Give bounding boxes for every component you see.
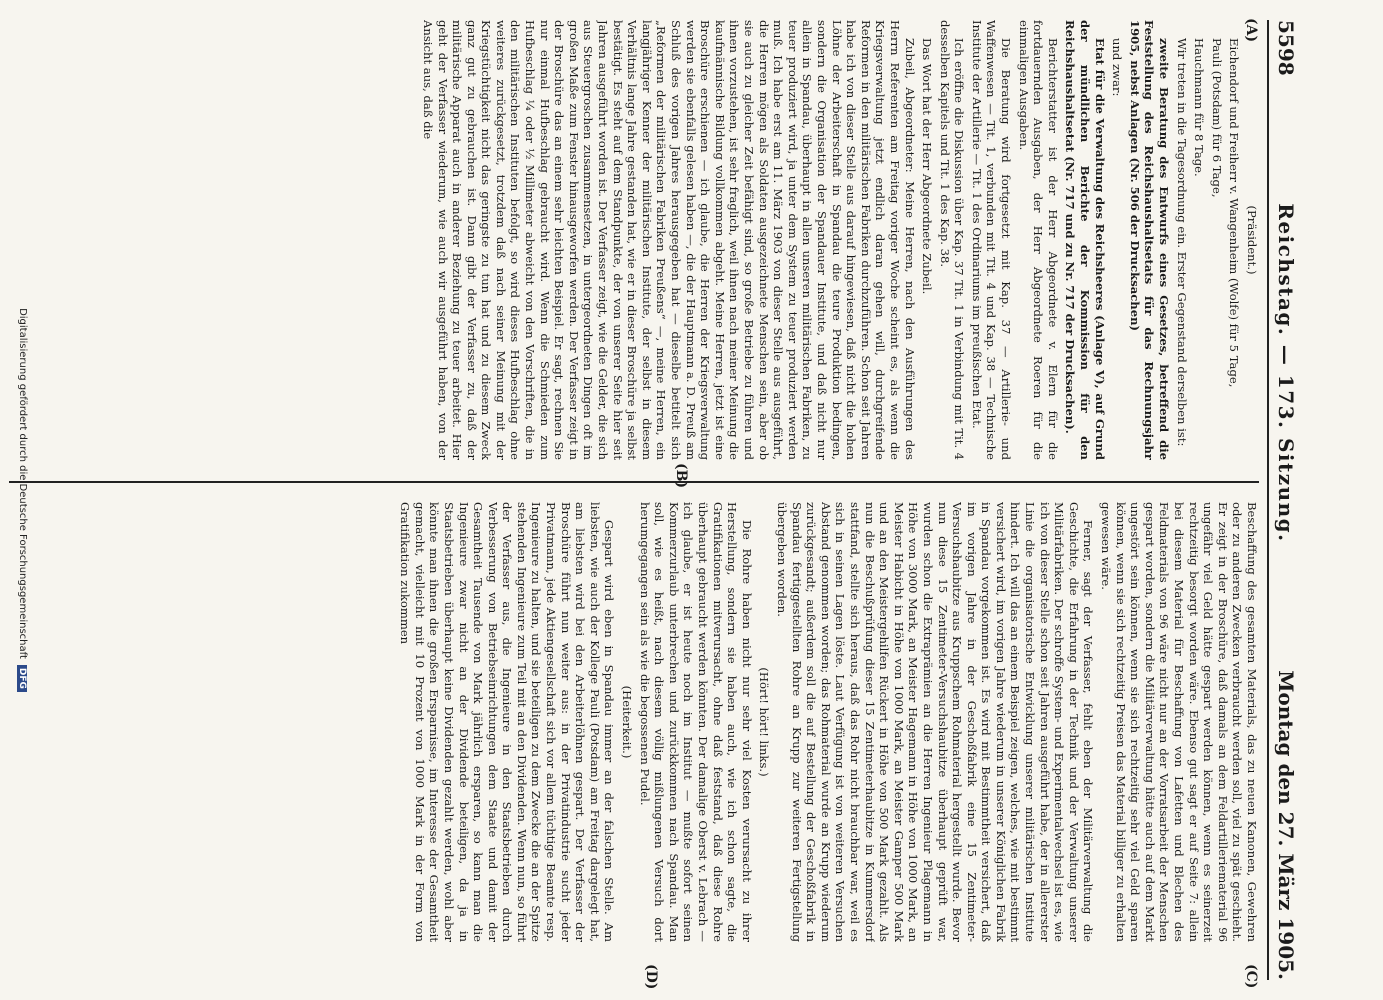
page-frame	[3, 18, 1303, 990]
paragraph: Die Rohre haben nicht nur sehr viel Kosten verursacht zu ihrer Herstellung, sondern sie haben auch, wie ich schon sagte, die Gratifikationen mitverursacht, ohne daß feststand, daß diese Rohre überhaupt gebraucht werden könnten. Der damalige Oberst v. Lebrach — ich glaube, er ist heute noch im Institut — mußte sofort seinen Kommerzurlaub unterbrechen und zurückkommen nach Spandau. Man soll, wie es heißt, nach diesem völlig mißlungenen Versuch dort herumgegangen sein als wie die begossenen Pudel.	[637, 502, 754, 942]
paragraph: zweite Beratung des Entwurfs eines Gesetzes, betreffend die Feststellung des Reichshaushaltsetats für das Rechnungsjahr 1905, nebst Anlagen (Nr. 506 der Drucksachen)	[1127, 20, 1172, 460]
paragraph: (Präsident.)	[1245, 205, 1259, 275]
text-columns	[9, 18, 1259, 990]
page-number: 5598	[1274, 20, 1298, 76]
left-column	[9, 20, 1259, 460]
paragraph: Eichendorf und Freiherr v. Wangenheim (Wolfe) für 5 Tage,	[1227, 38, 1242, 388]
paragraph: (Heiterkeit.)	[620, 685, 635, 759]
dfg-logo: DFG	[17, 665, 27, 692]
margin-marker-d: (D)	[643, 964, 659, 990]
paragraph: Beschaffung des gesamten Materials, das zu neuen Kanonen, Gewehren oder zu anderen Zwecken verbraucht werden soll, viel zu spät geschieht. Er zeigt in der Broschüre, daß damals an dem Feldartilleriematerial 96 ungefähr viel Geld hätte gespart werden können, wenn es seinerzeit rechtzeitig besorgt worden wäre. Ebenso gut sagt er auf Seite 7: allein bei diesem Material für Beschaffung von Lafetten und Blechen des Feldmaterials von 96 wäre nicht nur an der Vorratsarbeit der Menschen gespart worden, sondern die Militärverwaltung hätte auch auf dem Markt ungestört sein können, wenn sie sich rechtzeitig sehr viel Geld sparen können, wenn sie sich rechtzeitig Preisen das Material billiger zu erhalten gewesen wäre.	[1099, 502, 1259, 942]
digitization-note	[17, 0, 28, 1000]
column-divider	[9, 481, 1259, 483]
session-title: Reichstag. — 173. Sitzung.	[1274, 203, 1298, 543]
paragraph: Berichterstatter ist der Herr Abgeordnete v. Elern für die fortdauernden Ausgaben, der Herr Abgeordnete Roeren für die einmaligen Ausgaben.	[1016, 20, 1060, 460]
session-date: Montag den 27. März 1905.	[1274, 670, 1298, 980]
paragraph: Ferner, sagt der Verfasser, fehlt eben der Militärverwaltung die Geschichte, die Erfahrung in der Technik und der Verwaltung unserer Militärfabriken. Der schroffe System- und Experimentalwechsel ist es, wie ich von dieser Stelle schon seit Jahren ausgeführt habe, der in allererster Linie die organisatorische Entwicklung unserer militärischen Institute hindert. Ich will das an einem Beispiel zeigen, welches, wie mit bestimmt versichert wird, im vorigen Jahre wiederum in unserer Königlichen Fabrik in Spandau vorgekommen ist. Es wird mit Bestimmtheit versichert, daß im vorigen Jahre in der Geschoßfabrik eine 15 Zentimeter-Versuchshaubitze aus Kruppschem Rohmaterial hergestellt wurde. Bevor nun diese 15 Zentimeter-Versuchshaubitze überhaupt geprüft war, wurden schon die Extraprämien an die Herren Ingenieur Plagemann in Höhe von 3000 Mark, an Meister Hagemann in Höhe von 1000 Mark, an Meister Habicht in Höhe von 1000 Mark, an Meister Gamper 500 Mark und an den Meistergehilfen Rückert in Höhe von 500 Mark gezahlt. Als nun die Beschußprüfung dieser 15 Zentimeterhaubitze in Kummersdorf stattfand, stellte sich heraus, daß das Rohr nicht brauchbar war, weil es sich in seinen Lagen löste. Laut Verfügung ist von weiteren Versuchen Abstand genommen worden; das Rohmaterial wurde an Krupp wiederum zurückgesandt; außerdem soll die auf Bestellung der Geschoßfabrik in Spandau fertiggestellten Rohre an Krupp zur weiteren Fertigstellung übergeben worden.	[775, 502, 1096, 942]
margin-marker-a: (A)	[1243, 18, 1259, 43]
paragraph: Wir treten in die Tagesordnung ein. Erster Gegenstand derselben ist:	[1174, 38, 1189, 447]
margin-marker-b: (B)	[673, 463, 689, 489]
paragraph: Gespart wird eben in Spandau immer an der falschen Stelle. Am liebsten, wie auch der Kollege Pauli (Potsdam) am Freitag dargelegt hat, am liebsten wird bei den Arbeiterlöhnen gespart. Der Verfasser der Broschüre führt nun weiter aus: in der Privatindustrie sucht jeder Privatmann, jede Aktiengesellschaft sich vor allem tüchtige Beamte resp. Ingenieure zu halten, und sie beteiligen zu dem Zwecke die an der Spitze stehenden Ingenieure zum Teil mit an den Dividenden. Wenn nun, so führt der Verfasser aus, die Ingenieure in den Staatsbetrieben durch Verbesserung von Betriebseinrichtungen dem Staate und damit der Gesamtheit Tausende von Mark jährlich ersparen, so kann man die Ingenieure zwar nicht an der Dividende beteiligen, da ja in Staatsbetrieben überhaupt keine Dividenden gezahlt werden, wohl aber könnte man ihnen die großen Ersparnisse, im Interesse der Gesamtheit gemacht, vielleicht mit 10 Prozent von 1000 Mark in der Form von Gratifikation zukommen	[398, 502, 617, 942]
paragraph: Die Beratung wird fortgesetzt mit Kap. 37 — Artillerie- und Waffenwesen — Tit. 1, verbunden mit Tit. 4 und Kap. 38 — Technische Institute der Artillerie — Tit. 1 des Ordinariums im preußischen Etat.	[969, 20, 1014, 460]
right-column	[9, 502, 1259, 942]
paragraph: Das Wort hat der Herr Abgeordnete Zubeil.	[920, 38, 935, 295]
paragraph: Zubeil, Abgeordneter: Meine Herren, nach den Ausführungen des Herrn Referenten am Freitag voriger Woche scheint es, als wenn die Kriegsverwaltung jetzt endlich daran gehen will, durchgreifende Reformen in den militärischen Fabriken durchzuführen. Schon seit Jahren habe ich von dieser Stelle aus darauf hingewiesen, daß nicht die hohen Löhne der Arbeiterschaft in Spandau die teure Produktion bedingen, sondern die Organisation der Spandauer Institute, und daß nicht nur allein in Spandau, überhaupt in allen unseren militärischen Fabriken, zu teuer produziert wird, ja unter dem System zu teuer produziert werden muß. Ich habe erst am 11. März 1903 von dieser Stelle aus ausgeführt, die Herren mögen als Soldaten ausgezeichnete Menschen sein, aber ob sie auch zu gleicher Zeit befähigt sind, so große Betriebe zu führen und ihnen vorzustehen, ist sehr fraglich, weil ihnen nach meiner Meinung die kaufmännische Bildung vollkommen abgeht. Meine Herren, jetzt ist eine Broschüre erschienen — ich glaube, die Herren der Kriegsverwaltung werden sie ebenfalls gelesen haben —, die der Hauptmann a. D. Preuß am Schluß des vorigen Jahres herausgegeben hat — dieselbe betitelt sich „Reformen der militärischen Fabriken Preußens“ —, meine Herren, ein langjähriger Kenner der militärischen Institute, der selbst in diesem Verhältnis lange Jahre gestanden hat, wie er in dieser Broschüre ja selbst bestätigt. Es steht auf dem Standpunkte, der von unserer Seite hier seit Jahren ausgeführt worden ist. Der Verfasser zeigt, wie die Gelder, die sich aus Steuergroschen zusammensetzen, in untergeordneten Dingen oft im großen Maße zum Fenster hinausgeworfen werden. Der Verfasser zeigt in der Broschüre das an einem sehr leichten Beispiel. Er sagt, rechnen Sie nur einmal Hufbeschlag gebraucht wird. Wenn die Schmieden zum Hufbeschlag ¼ oder ½ Millimeter abweicht von den Vorschriften, die in den militärischen Instituten befolgt, so wird dieses Hufbeschlag ohne weiteres zurückgesetzt, trotzdem daß nach seiner Meinung mit der Kriegstüchtigkeit nicht das geringste zu tun hat und zu diesem Zweck ganz gut zu gebrauchen ist. Dann gibt der Verfasser zu, daß der militärische Apparat auch in anderer Beziehung zu teuer arbeitet. Hier geht der Verfasser wiederum, wie auch wir ausgeführt haben, von der Ansicht aus, daß die	[420, 20, 917, 460]
margin-marker-c: (C)	[1243, 964, 1259, 989]
paragraph: Ich eröffne die Diskussion über Kap. 37 Tit. 1 in Verbindung mit Tit. 4 desselben Kapitels und Tit. 1 des Kap. 38.	[937, 20, 967, 460]
page-header	[1267, 20, 1303, 980]
paragraph: (Hört! hört! links.)	[757, 667, 772, 777]
paragraph: Pauli (Potsdam) für 6 Tage,	[1209, 38, 1224, 198]
paragraph: Hauchmann für 8 Tage.	[1192, 38, 1207, 177]
paragraph: Etat für die Verwaltung des Reichsheeres (Anlage V), auf Grund der mündlichen Berichte der Kommission für den Reichshaushaltsetat (Nr. 717 und zu Nr. 717 der Drucksachen).	[1063, 20, 1107, 460]
paragraph: und zwar:	[1110, 38, 1125, 97]
funding-note: Digitalisierung gefördert durch die Deutsche Forschungsgemeinschaft	[17, 308, 28, 659]
